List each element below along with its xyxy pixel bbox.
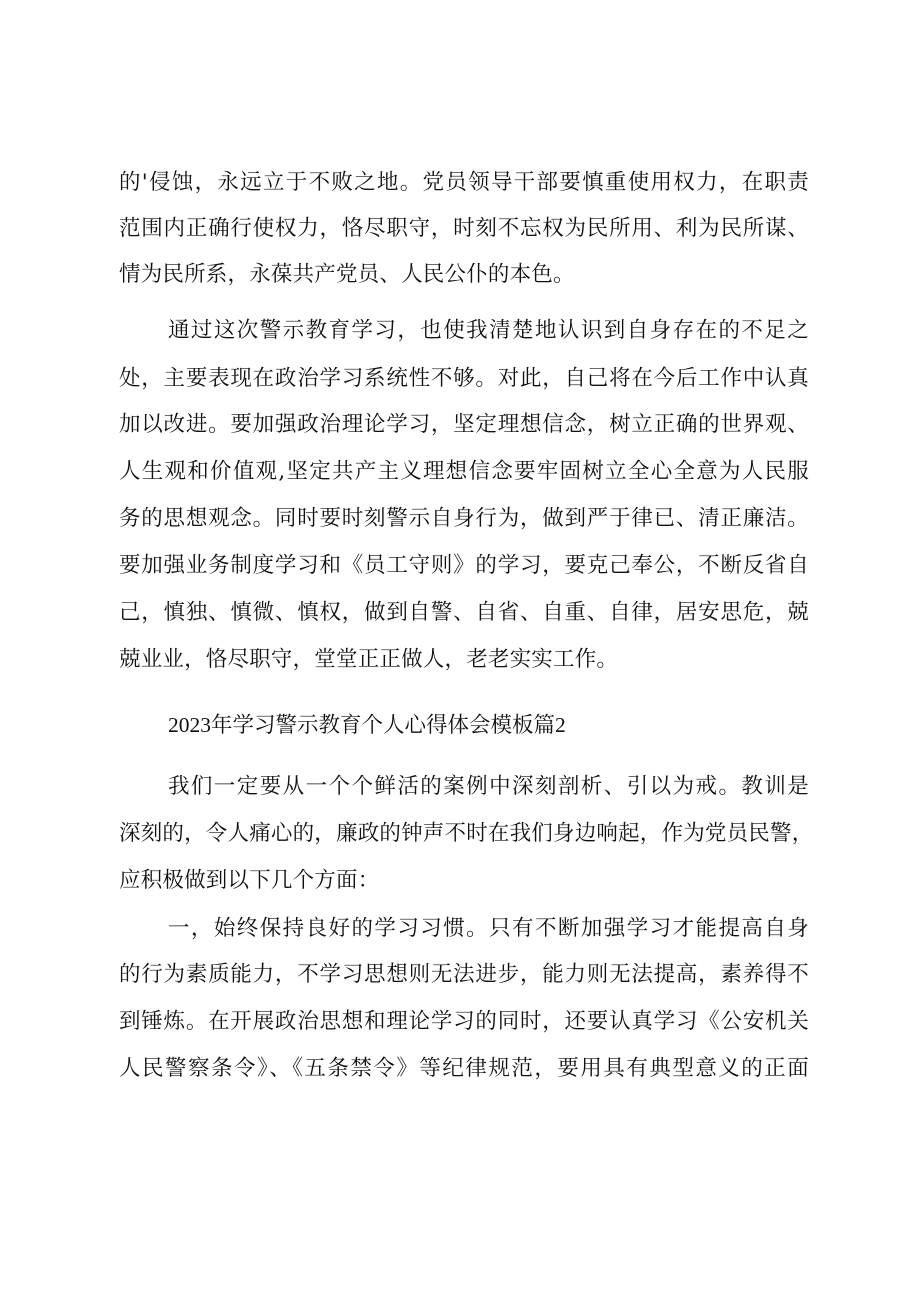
paragraph-2-line-8: 兢业业，恪尽职守，堂堂正正做人，老老实实工作。 (119, 647, 619, 672)
paragraph-2-line-3: 加以改进。要加强政治理论学习，坚定理想信念，树立正确的世界观、 (119, 412, 809, 437)
paragraph-4-line-1: 一，始终保持良好的学习习惯。只有不断加强学习才能提高自身 (168, 916, 809, 941)
paragraph-2-line-6: 要加强业务制度学习和《员工守则》的学习，要克己奉公，不断反省自 (119, 553, 809, 578)
paragraph-3-line-2: 深刻的，令人痛心的，廉政的钟声不时在我们身边响起，作为党员民警， (119, 821, 814, 846)
paragraph-4-line-4: 人民警察条令》、《五条禁令》等纪律规范，要用具有典型意义的正面 (119, 1056, 809, 1081)
paragraph-2-line-5: 务的思想观念。同时要时刻警示自身行为，做到严于律已、清正廉洁。 (119, 506, 809, 531)
paragraph-4-line-3: 到锤炼。在开展政治思想和理论学习的同时，还要认真学习《公安机关 (119, 1009, 809, 1034)
paragraph-2-line-2: 处，主要表现在政治学习系统性不够。对此，自己将在今后工作中认真 (119, 366, 809, 391)
paragraph-4-line-2: 的行为素质能力，不学习思想则无法进步，能力则无法提高，素养得不 (119, 962, 809, 987)
paragraph-1-line-3: 情为民所系，永葆共产党员、人民公仆的本色。 (119, 262, 575, 287)
paragraph-2-line-7: 己，慎独、慎微、慎权，做到自警、自省、自重、自律，居安思危，兢 (119, 600, 809, 625)
paragraph-2-line-1: 通过这次警示教育学习，也使我清楚地认识到自身存在的不足之 (168, 318, 809, 343)
section-heading: 2023年学习警示教育个人心得体会模板篇2 (168, 713, 566, 737)
paragraph-3-line-3: 应积极做到以下几个方面： (119, 868, 380, 893)
paragraph-1-line-1: 的'侵蚀，永远立于不败之地。党员领导干部要慎重使用权力，在职责 (119, 170, 809, 195)
paragraph-2-line-4: 人生观和价值观,坚定共产主义理想信念要牢固树立全心全意为人民服 (119, 459, 809, 484)
paragraph-3-line-1: 我们一定要从一个个鲜活的案例中深刻剖析、引以为戒。教训是 (168, 774, 809, 799)
paragraph-1-line-2: 范围内正确行使权力，恪尽职守，时刻不忘权为民所用、利为民所谋、 (119, 216, 809, 241)
